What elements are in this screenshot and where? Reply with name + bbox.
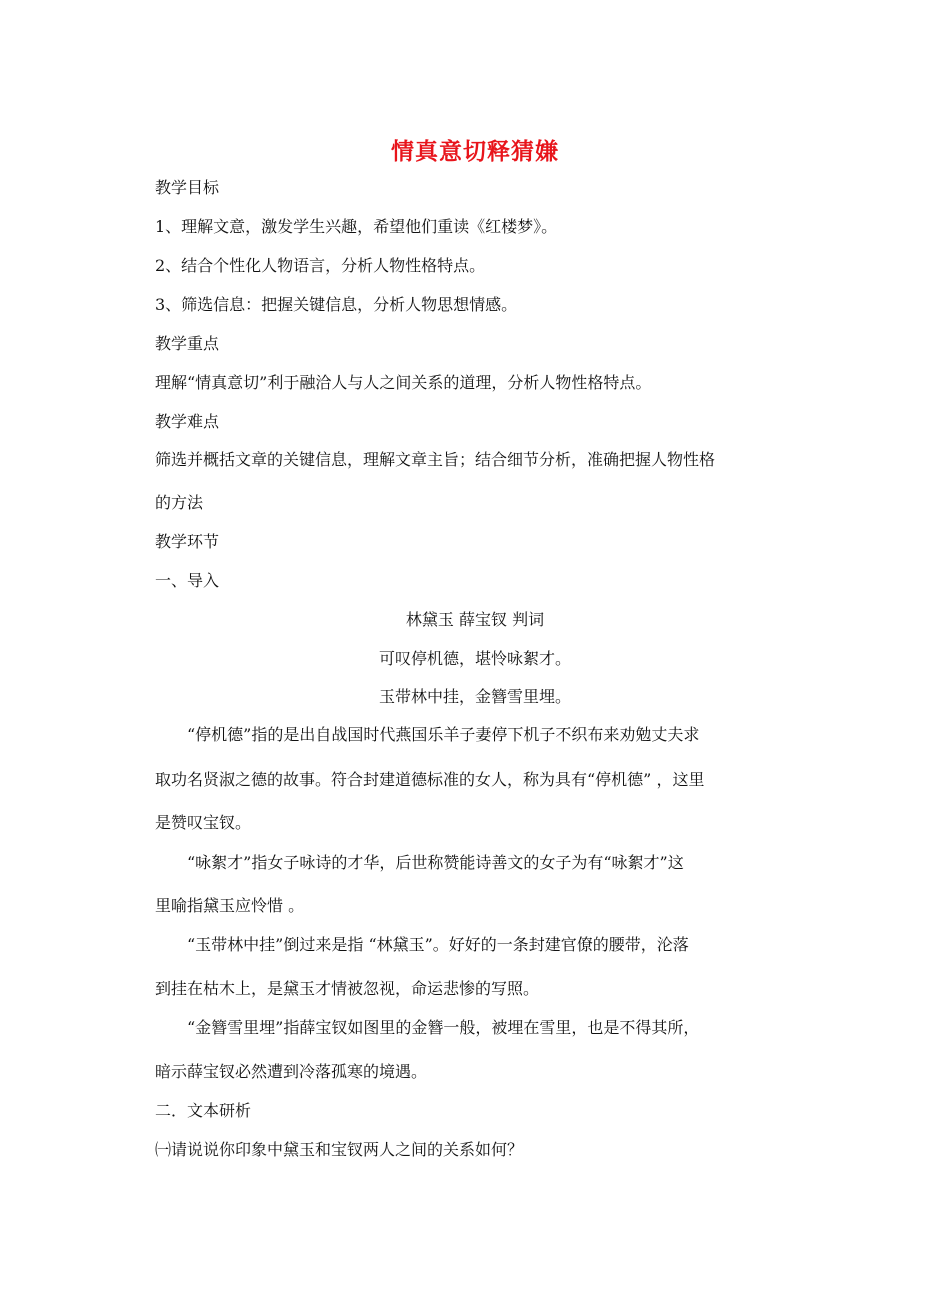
paragraph-yudai-line-1: “玉带林中挂”倒过来是指 “林黛玉”。好好的一条封建官僚的腰带，沦落 [187,935,689,954]
paragraph-tingjide-line-2: 取功名贤淑之德的故事。符合封建道德标准的女人，称为具有“停机德” ，这里 [155,770,705,789]
heading-key-points: 教学重点 [155,334,220,353]
key-points-text: 理解“情真意切”利于融洽人与人之间关系的道理，分析人物性格特点。 [155,373,652,392]
paragraph-tingjide-line-3: 是赞叹宝钗。 [155,813,252,832]
heading-teaching-steps: 教学环节 [155,532,220,551]
question-1: ㈠请说说你印象中黛玉和宝钗两人之间的关系如何？ [155,1140,524,1159]
paragraph-jinzan-line-1: “金簪雪里埋”指薛宝钗如图里的金簪一般，被埋在雪里，也是不得其所， [187,1018,700,1037]
paragraph-jinzan-line-2: 暗示薛宝钗必然遭到冷落孤寒的境遇。 [155,1062,428,1081]
document-title: 情真意切释猜嫌 [391,138,559,165]
poem-line-1: 可叹停机德，堪怜咏絮才。 [378,649,571,668]
section-introduction: 一、导入 [155,571,220,590]
poem-heading: 林黛玉 薛宝钗 判词 [405,610,545,629]
paragraph-yongxucai-line-2: 里喻指黛玉应怜惜 。 [155,896,305,915]
paragraph-tingjide-line-1: “停机德”指的是出自战国时代燕国乐羊子妻停下机子不织布来劝勉丈夫求 [187,725,700,744]
poem-line-2: 玉带林中挂，金簪雪里埋。 [378,687,571,706]
paragraph-yudai-line-2: 到挂在枯木上，是黛玉才情被忽视，命运悲惨的写照。 [155,979,540,998]
objective-1: 1、理解文意，激发学生兴趣，希望他们重读《红楼梦》。 [155,217,558,236]
paragraph-yongxucai-line-1: “咏絮才”指女子咏诗的才华，后世称赞能诗善文的女子为有“咏絮才”这 [187,853,684,872]
difficulties-text-line-1: 筛选并概括文章的关键信息，理解文章主旨；结合细节分析，准确把握人物性格 [155,450,716,469]
difficulties-text-line-2: 的方法 [155,493,204,512]
objective-2: 2、结合个性化人物语言，分析人物性格特点。 [155,256,486,275]
section-text-analysis: 二．文本研析 [155,1101,252,1120]
objective-3: 3、筛选信息：把握关键信息，分析人物思想情感。 [155,295,518,314]
heading-teaching-objectives: 教学目标 [155,178,220,197]
heading-difficulties: 教学难点 [155,412,220,431]
